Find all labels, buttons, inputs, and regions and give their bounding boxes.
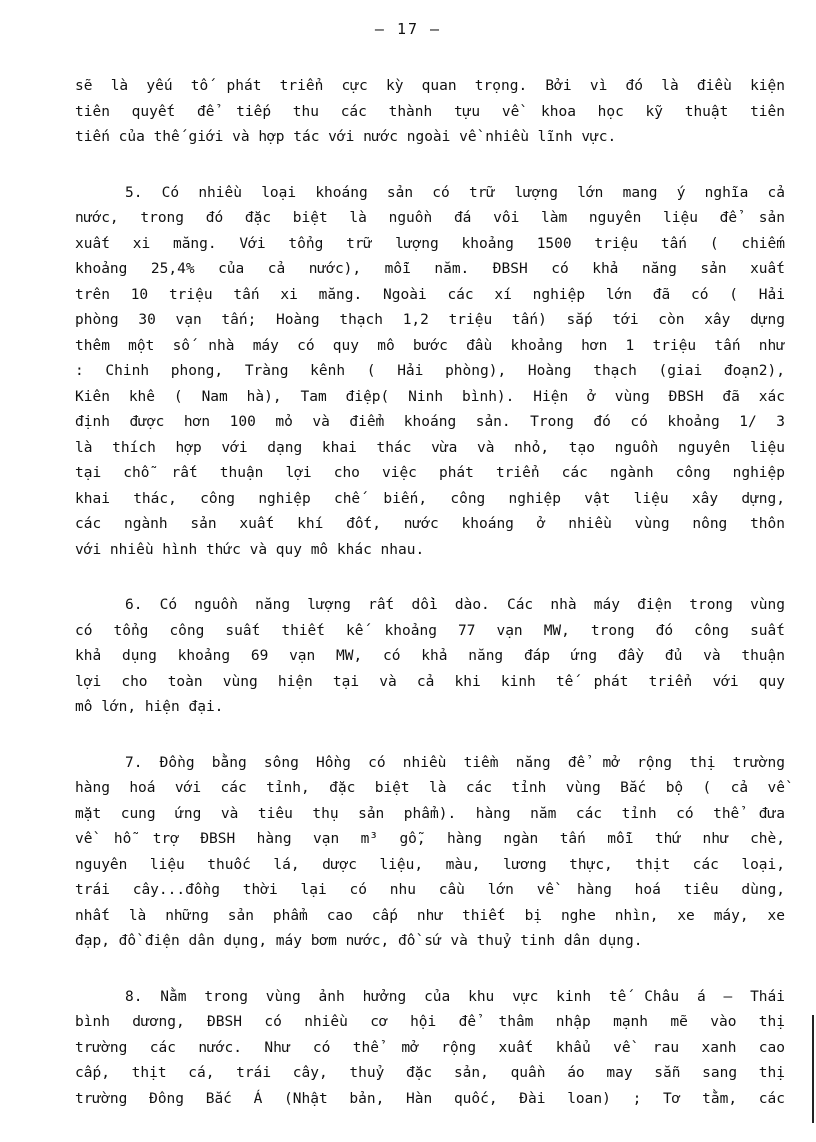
paragraph-line: nhất là những sản phẩm cao cấp như thiết bị nghe nhìn, xe máy, xe bbox=[75, 907, 785, 924]
paragraph-line: nước, trong đó đặc biệt là nguồn đá vôi làm nguyên liệu để sản bbox=[75, 210, 785, 226]
paragraph-line: lợi cho toàn vùng hiện tại và cả khi kinh tế phát triển với quy bbox=[75, 673, 785, 690]
paragraph-line: bình dương, ĐBSH có nhiều cơ hội để thâm nhập mạnh mẽ vào thị bbox=[75, 1014, 785, 1030]
paragraph-5 bbox=[75, 181, 785, 564]
paragraph-line: khai thác, công nghiệp chế biến, công nghiệp vật liệu xây dựng, bbox=[75, 490, 785, 507]
paragraph-line: tiến của thế giới và hợp tác với nước ngoài về nhiều lĩnh vực. bbox=[75, 129, 617, 145]
paragraph-intro bbox=[75, 74, 785, 151]
paragraph-line: về hỗ trợ ĐBSH hàng vạn m³ gỗ, hàng ngàn tấn mỗi thứ như chè, bbox=[75, 831, 785, 847]
paragraph-line: là thích hợp với dạng khai thác vừa và nhỏ, tạo nguồn nguyên liệu bbox=[75, 439, 785, 456]
paragraph-line: phòng 30 vạn tấn; Hoàng thạch 1,2 triệu tấn) sắp tới còn xây dựng bbox=[75, 312, 785, 328]
paragraph-line: : Chinh phong, Tràng kênh ( Hải phòng), Hoàng thạch (giai đoạn2), bbox=[75, 363, 785, 379]
paragraph-line: định được hơn 100 mỏ và điểm khoáng sản. Trong đó có khoảng 1/ 3 bbox=[75, 414, 785, 430]
paragraph-line: sẽ là yếu tố phát triển cực kỳ quan trọng. Bởi vì đó là điều kiện bbox=[75, 78, 785, 94]
paragraph-line: trên 10 triệu tấn xi măng. Ngoài các xí nghiệp lớn đã có ( Hải bbox=[75, 286, 785, 303]
paragraph-line: các ngành sản xuất khí đốt, nước khoáng ở nhiều vùng nông thôn bbox=[75, 516, 785, 532]
paragraph-line: trái cây...đồng thời lại có nhu cầu lớn về hàng hoá tiêu dùng, bbox=[75, 882, 785, 898]
page-number: – 17 – bbox=[374, 20, 442, 38]
paragraph-line: tiên quyết để tiếp thu các thành tựu về khoa học kỹ thuật tiên bbox=[75, 103, 785, 120]
paragraph-line: Kiên khê ( Nam hà), Tam điệp( Ninh bình). Hiện ở vùng ĐBSH đã xác bbox=[75, 388, 785, 405]
paragraph-line: khả dụng khoảng 69 vạn MW, có khả năng đáp ứng đầy đủ và thuận bbox=[75, 648, 785, 664]
paragraph-line: cấp, thịt cá, trái cây, thuỷ đặc sản, quần áo may sẵn sang thị bbox=[75, 1065, 785, 1081]
paragraph-line: với nhiều hình thức và quy mô khác nhau. bbox=[75, 541, 425, 558]
paragraph-line: 6. Có nguồn năng lượng rất dồi dào. Các nhà máy điện trong vùng bbox=[125, 597, 785, 613]
paragraph-8 bbox=[75, 985, 785, 1113]
scan-edge-line bbox=[812, 1015, 814, 1123]
paragraph-line: trường các nước. Như có thể mở rộng xuất khẩu về rau xanh cao bbox=[75, 1039, 785, 1056]
document-body bbox=[75, 74, 785, 1142]
paragraph-line: hàng hoá với các tỉnh, đặc biệt là các tỉnh vùng Bắc bộ ( cả về bbox=[75, 780, 785, 796]
paragraph-line: thêm một số nhà máy có quy mô bước đầu khoảng hơn 1 triệu tấn như bbox=[75, 337, 785, 354]
paragraph-line: 5. Có nhiều loại khoáng sản có trữ lượng lớn mang ý nghĩa cả bbox=[125, 184, 785, 201]
paragraph-line: mặt cung ứng và tiêu thụ sản phẩm). hàng năm các tỉnh có thể đưa bbox=[75, 805, 785, 822]
paragraph-line: có tổng công suất thiết kế khoảng 77 vạn MW, trong đó công suất bbox=[75, 622, 785, 639]
paragraph-line: 7. Đồng bằng sông Hồng có nhiều tiềm năng để mở rộng thị trường bbox=[125, 754, 785, 771]
paragraph-7 bbox=[75, 751, 785, 955]
paragraph-line: tại chỗ rất thuận lợi cho việc phát triển các ngành công nghiệp bbox=[75, 465, 785, 481]
paragraph-line: đạp, đồ điện dân dụng, máy bơm nước, đồ sứ và thuỷ tinh dân dụng. bbox=[75, 933, 643, 949]
paragraph-line: nguyên liệu thuốc lá, dược liệu, màu, lương thực, thịt các loại, bbox=[75, 856, 785, 873]
paragraph-line: trường Đông Bắc Á (Nhật bản, Hàn quốc, Đài loan) ; Tơ tằm, các bbox=[75, 1090, 785, 1107]
paragraph-6 bbox=[75, 593, 785, 721]
paragraph-line: khoảng 25,4% của cả nước), mỗi năm. ĐBSH có khả năng sản xuất bbox=[75, 261, 785, 277]
paragraph-line: xuất xi măng. Với tổng trữ lượng khoảng 1500 triệu tấn ( chiếm bbox=[75, 235, 785, 252]
paragraph-line: mô lớn, hiện đại. bbox=[75, 699, 224, 715]
paragraph-line: 8. Nằm trong vùng ảnh hưởng của khu vực kinh tế Châu á – Thái bbox=[125, 988, 785, 1005]
